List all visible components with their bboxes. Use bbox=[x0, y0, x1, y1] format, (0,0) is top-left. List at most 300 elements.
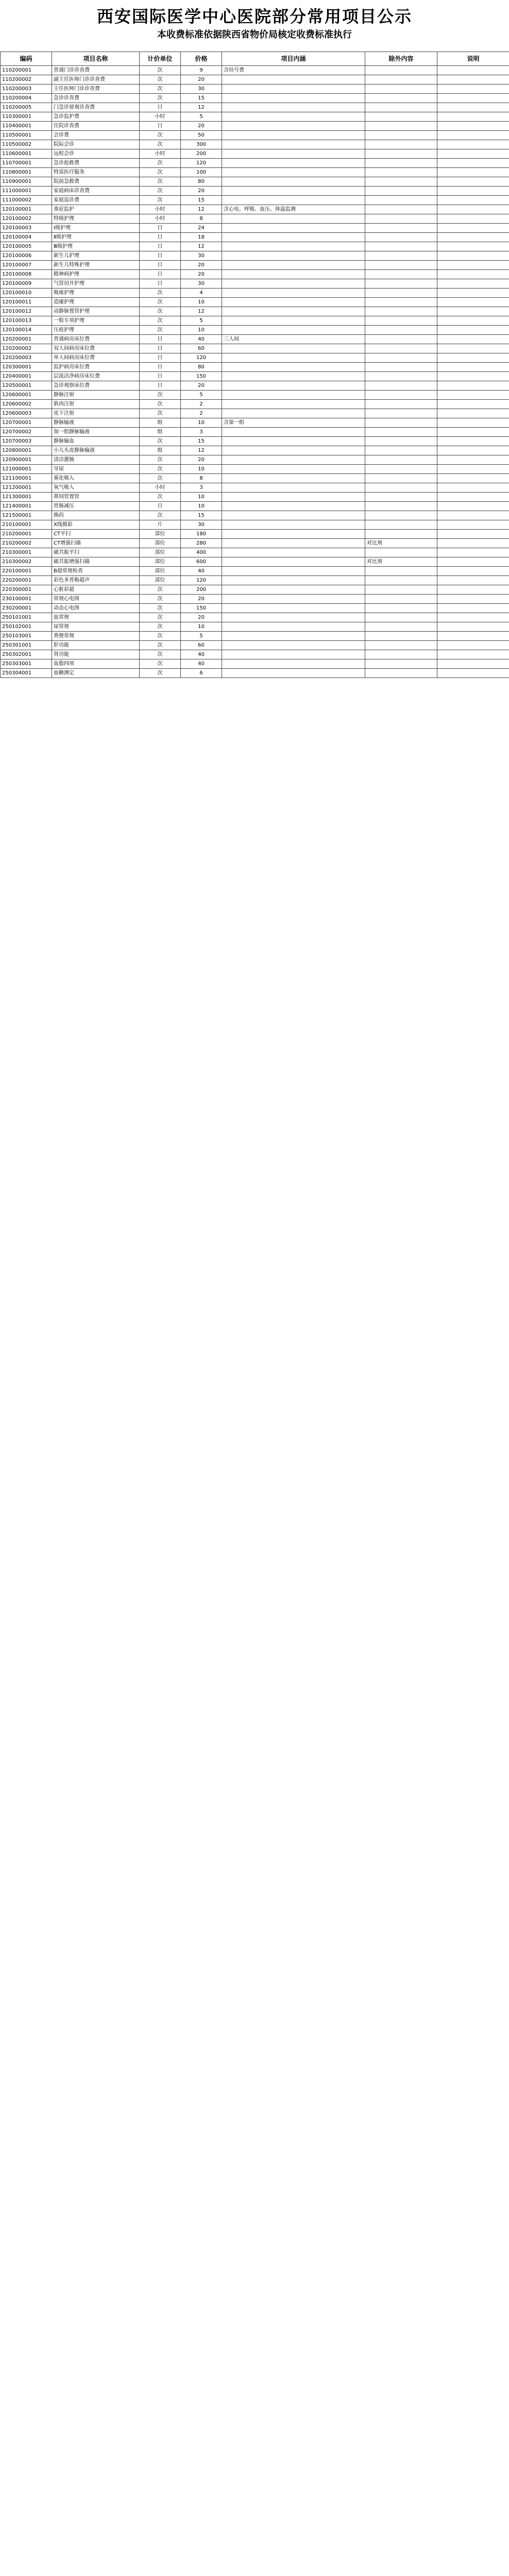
cell-price: 3 bbox=[181, 428, 222, 437]
cell-price: 20 bbox=[181, 595, 222, 604]
cell-price: 20 bbox=[181, 270, 222, 279]
cell-note bbox=[437, 316, 509, 326]
cell-exclusion bbox=[365, 289, 437, 298]
cell-exclusion bbox=[365, 650, 437, 659]
cell-content bbox=[222, 187, 365, 196]
cell-unit: 次 bbox=[140, 659, 181, 669]
cell-note bbox=[437, 632, 509, 641]
cell-content bbox=[222, 455, 365, 465]
cell-content bbox=[222, 650, 365, 659]
cell-price: 15 bbox=[181, 511, 222, 520]
cell-unit: 日 bbox=[140, 335, 181, 344]
cell-exclusion bbox=[365, 159, 437, 168]
cell-item-name: 雾化吸入 bbox=[52, 474, 140, 483]
cell-note bbox=[437, 567, 509, 576]
cell-content bbox=[222, 177, 365, 187]
cell-price: 30 bbox=[181, 279, 222, 289]
cell-code: 120100010 bbox=[1, 289, 52, 298]
cell-note bbox=[437, 279, 509, 289]
cell-price: 10 bbox=[181, 465, 222, 474]
cell-content bbox=[222, 159, 365, 168]
cell-price: 20 bbox=[181, 261, 222, 270]
cell-content bbox=[222, 576, 365, 585]
cell-price: 5 bbox=[181, 112, 222, 122]
cell-code: 210300001 bbox=[1, 548, 52, 557]
table-row bbox=[1, 335, 509, 344]
cell-code: 230100001 bbox=[1, 595, 52, 604]
cell-unit: 次 bbox=[140, 650, 181, 659]
cell-content bbox=[222, 446, 365, 455]
cell-unit: 日 bbox=[140, 270, 181, 279]
cell-content bbox=[222, 261, 365, 270]
table-row bbox=[1, 474, 509, 483]
cell-price: 600 bbox=[181, 557, 222, 567]
cell-exclusion bbox=[365, 242, 437, 251]
cell-code: 110200002 bbox=[1, 75, 52, 84]
cell-exclusion: 对比剂 bbox=[365, 557, 437, 567]
cell-exclusion bbox=[365, 511, 437, 520]
cell-exclusion bbox=[365, 75, 437, 84]
cell-note bbox=[437, 530, 509, 539]
table-row bbox=[1, 428, 509, 437]
cell-content bbox=[222, 140, 365, 149]
table-row bbox=[1, 307, 509, 316]
cell-item-name: 急诊监护费 bbox=[52, 112, 140, 122]
cell-note bbox=[437, 650, 509, 659]
table-row bbox=[1, 381, 509, 391]
cell-item-name: 吸痰护理 bbox=[52, 289, 140, 298]
cell-price: 10 bbox=[181, 502, 222, 511]
page-subtitle: 本收费标准依据陕西省物价局核定收费标准执行 bbox=[157, 29, 352, 40]
cell-note bbox=[437, 242, 509, 251]
cell-code: 120100002 bbox=[1, 214, 52, 224]
table-row bbox=[1, 233, 509, 242]
cell-note bbox=[437, 585, 509, 595]
cell-code: 250301001 bbox=[1, 641, 52, 650]
cell-content bbox=[222, 539, 365, 548]
table-row bbox=[1, 650, 509, 659]
cell-item-name: 换药 bbox=[52, 511, 140, 520]
cell-exclusion bbox=[365, 66, 437, 75]
cell-note bbox=[437, 214, 509, 224]
cell-exclusion bbox=[365, 632, 437, 641]
cell-note bbox=[437, 409, 509, 418]
cell-content bbox=[222, 103, 365, 112]
cell-note bbox=[437, 437, 509, 446]
cell-content: 三人间 bbox=[222, 335, 365, 344]
cell-note bbox=[437, 641, 509, 650]
cell-price: 12 bbox=[181, 205, 222, 214]
header bbox=[0, 0, 509, 52]
cell-unit: 次 bbox=[140, 641, 181, 650]
cell-code: 210300002 bbox=[1, 557, 52, 567]
cell-price: 20 bbox=[181, 613, 222, 622]
cell-unit: 次 bbox=[140, 632, 181, 641]
table-row bbox=[1, 326, 509, 335]
cell-content bbox=[222, 131, 365, 140]
cell-unit: 次 bbox=[140, 400, 181, 409]
cell-item-name: 急诊诊查费 bbox=[52, 94, 140, 103]
cell-note bbox=[437, 103, 509, 112]
cell-content bbox=[222, 298, 365, 307]
cell-note bbox=[437, 483, 509, 493]
cell-note bbox=[437, 112, 509, 122]
cell-code: 110200001 bbox=[1, 66, 52, 75]
cell-unit: 小时 bbox=[140, 483, 181, 493]
cell-note bbox=[437, 446, 509, 455]
cell-exclusion bbox=[365, 465, 437, 474]
cell-item-name: 氧气吸入 bbox=[52, 483, 140, 493]
cell-price: 12 bbox=[181, 307, 222, 316]
cell-content bbox=[222, 557, 365, 567]
table-row bbox=[1, 622, 509, 632]
cell-note bbox=[437, 187, 509, 196]
cell-unit: 次 bbox=[140, 493, 181, 502]
cell-item-name: 鼻饲管置管 bbox=[52, 493, 140, 502]
cell-content bbox=[222, 381, 365, 391]
cell-unit: 次 bbox=[140, 298, 181, 307]
cell-code: 120100001 bbox=[1, 205, 52, 214]
table-row bbox=[1, 84, 509, 94]
cell-content bbox=[222, 168, 365, 177]
cell-exclusion bbox=[365, 622, 437, 632]
cell-unit: 次 bbox=[140, 84, 181, 94]
cell-price: 280 bbox=[181, 539, 222, 548]
cell-code: 120700003 bbox=[1, 437, 52, 446]
cell-code: 120700001 bbox=[1, 418, 52, 428]
table-row bbox=[1, 400, 509, 409]
cell-price: 18 bbox=[181, 233, 222, 242]
cell-code: 111000001 bbox=[1, 187, 52, 196]
cell-exclusion bbox=[365, 428, 437, 437]
cell-code: 120100011 bbox=[1, 298, 52, 307]
cell-item-name: 造瘘护理 bbox=[52, 298, 140, 307]
cell-price: 60 bbox=[181, 344, 222, 353]
cell-item-name: 普通病房床位费 bbox=[52, 335, 140, 344]
cell-item-name: 院际会诊 bbox=[52, 140, 140, 149]
cell-unit: 日 bbox=[140, 251, 181, 261]
cell-exclusion bbox=[365, 409, 437, 418]
cell-exclusion bbox=[365, 474, 437, 483]
cell-content bbox=[222, 307, 365, 316]
cell-content bbox=[222, 511, 365, 520]
cell-price: 2 bbox=[181, 409, 222, 418]
cell-code: 210100001 bbox=[1, 520, 52, 530]
cell-content bbox=[222, 224, 365, 233]
cell-unit: 部位 bbox=[140, 539, 181, 548]
cell-code: 120100007 bbox=[1, 261, 52, 270]
cell-note bbox=[437, 391, 509, 400]
table-row bbox=[1, 409, 509, 418]
cell-content bbox=[222, 196, 365, 205]
cell-note bbox=[437, 140, 509, 149]
fee-table-body bbox=[1, 66, 509, 678]
cell-price: 180 bbox=[181, 530, 222, 539]
cell-item-name: 远程会诊 bbox=[52, 149, 140, 159]
table-row bbox=[1, 641, 509, 650]
cell-note bbox=[437, 270, 509, 279]
cell-item-name: 双人间病房床位费 bbox=[52, 344, 140, 353]
cell-unit: 次 bbox=[140, 669, 181, 678]
cell-item-name: 新生儿特殊护理 bbox=[52, 261, 140, 270]
table-row bbox=[1, 502, 509, 511]
cell-item-name: 尿常规 bbox=[52, 622, 140, 632]
cell-code: 120100013 bbox=[1, 316, 52, 326]
cell-unit: 次 bbox=[140, 307, 181, 316]
cell-item-name: 加一组静脉输液 bbox=[52, 428, 140, 437]
cell-content bbox=[222, 251, 365, 261]
cell-item-name: 肝功能 bbox=[52, 641, 140, 650]
cell-unit: 小时 bbox=[140, 149, 181, 159]
cell-item-name: 静脉输血 bbox=[52, 437, 140, 446]
cell-unit: 次 bbox=[140, 168, 181, 177]
cell-note bbox=[437, 604, 509, 613]
table-row bbox=[1, 112, 509, 122]
table-row bbox=[1, 122, 509, 131]
cell-unit: 部位 bbox=[140, 548, 181, 557]
cell-exclusion bbox=[365, 502, 437, 511]
table-row bbox=[1, 224, 509, 233]
cell-note bbox=[437, 177, 509, 187]
cell-unit: 日 bbox=[140, 372, 181, 381]
table-row bbox=[1, 659, 509, 669]
cell-content bbox=[222, 326, 365, 335]
column-header: 项目内涵 bbox=[222, 52, 365, 66]
cell-content bbox=[222, 595, 365, 604]
cell-price: 20 bbox=[181, 187, 222, 196]
cell-code: 120100006 bbox=[1, 251, 52, 261]
cell-note bbox=[437, 539, 509, 548]
cell-note bbox=[437, 474, 509, 483]
cell-note bbox=[437, 168, 509, 177]
cell-item-name: Ⅲ级护理 bbox=[52, 242, 140, 251]
table-row bbox=[1, 251, 509, 261]
cell-item-name: 静脉输液 bbox=[52, 418, 140, 428]
cell-exclusion bbox=[365, 353, 437, 363]
cell-exclusion bbox=[365, 437, 437, 446]
cell-note bbox=[437, 511, 509, 520]
cell-price: 200 bbox=[181, 149, 222, 159]
cell-note bbox=[437, 548, 509, 557]
cell-item-name: 监护病房床位费 bbox=[52, 363, 140, 372]
cell-price: 100 bbox=[181, 168, 222, 177]
cell-code: 120600003 bbox=[1, 409, 52, 418]
cell-content: 含第一组 bbox=[222, 418, 365, 428]
cell-note bbox=[437, 149, 509, 159]
cell-code: 120200002 bbox=[1, 344, 52, 353]
cell-code: 220200001 bbox=[1, 576, 52, 585]
cell-exclusion: 对比剂 bbox=[365, 539, 437, 548]
cell-unit: 次 bbox=[140, 66, 181, 75]
cell-price: 20 bbox=[181, 75, 222, 84]
cell-exclusion bbox=[365, 131, 437, 140]
cell-item-name: 急诊观察床位费 bbox=[52, 381, 140, 391]
cell-note bbox=[437, 75, 509, 84]
cell-item-name: 导尿 bbox=[52, 465, 140, 474]
cell-exclusion bbox=[365, 270, 437, 279]
cell-item-name: 彩色多普勒超声 bbox=[52, 576, 140, 585]
cell-price: 120 bbox=[181, 576, 222, 585]
cell-unit: 次 bbox=[140, 613, 181, 622]
cell-note bbox=[437, 613, 509, 622]
cell-item-name: 主任医师门诊诊查费 bbox=[52, 84, 140, 94]
cell-note bbox=[437, 502, 509, 511]
cell-exclusion bbox=[365, 363, 437, 372]
cell-unit: 日 bbox=[140, 233, 181, 242]
cell-unit: 次 bbox=[140, 595, 181, 604]
cell-content bbox=[222, 669, 365, 678]
cell-exclusion bbox=[365, 326, 437, 335]
cell-item-name: CT增强扫描 bbox=[52, 539, 140, 548]
cell-content bbox=[222, 122, 365, 131]
cell-code: 121200001 bbox=[1, 483, 52, 493]
cell-content: 含挂号费 bbox=[222, 66, 365, 75]
cell-unit: 日 bbox=[140, 363, 181, 372]
cell-price: 10 bbox=[181, 493, 222, 502]
table-row bbox=[1, 539, 509, 548]
table-row bbox=[1, 548, 509, 557]
cell-item-name: 副主任医师门诊诊查费 bbox=[52, 75, 140, 84]
table-row bbox=[1, 511, 509, 520]
cell-unit: 日 bbox=[140, 502, 181, 511]
cell-content bbox=[222, 613, 365, 622]
cell-price: 5 bbox=[181, 632, 222, 641]
cell-item-name: 院前急救费 bbox=[52, 177, 140, 187]
cell-code: 110500001 bbox=[1, 131, 52, 140]
cell-exclusion bbox=[365, 168, 437, 177]
cell-exclusion bbox=[365, 576, 437, 585]
table-row bbox=[1, 669, 509, 678]
cell-price: 10 bbox=[181, 298, 222, 307]
cell-note bbox=[437, 298, 509, 307]
cell-item-name: 气管切开护理 bbox=[52, 279, 140, 289]
cell-item-name: 血糖测定 bbox=[52, 669, 140, 678]
cell-note bbox=[437, 205, 509, 214]
cell-code: 110300001 bbox=[1, 112, 52, 122]
cell-note bbox=[437, 381, 509, 391]
cell-content bbox=[222, 149, 365, 159]
cell-note bbox=[437, 289, 509, 298]
cell-unit: 日 bbox=[140, 279, 181, 289]
cell-exclusion bbox=[365, 585, 437, 595]
cell-unit: 小时 bbox=[140, 205, 181, 214]
cell-price: 10 bbox=[181, 326, 222, 335]
cell-price: 400 bbox=[181, 548, 222, 557]
cell-code: 250303001 bbox=[1, 659, 52, 669]
column-header: 编码 bbox=[1, 52, 52, 66]
cell-note bbox=[437, 261, 509, 270]
cell-exclusion bbox=[365, 307, 437, 316]
cell-item-name: 粪便常规 bbox=[52, 632, 140, 641]
cell-exclusion bbox=[365, 604, 437, 613]
table-row bbox=[1, 149, 509, 159]
cell-price: 30 bbox=[181, 520, 222, 530]
cell-item-name: 层流洁净病房床位费 bbox=[52, 372, 140, 381]
cell-unit: 次 bbox=[140, 94, 181, 103]
cell-code: 110800001 bbox=[1, 168, 52, 177]
cell-price: 120 bbox=[181, 353, 222, 363]
cell-unit: 日 bbox=[140, 381, 181, 391]
cell-unit: 次 bbox=[140, 604, 181, 613]
cell-exclusion bbox=[365, 659, 437, 669]
cell-content bbox=[222, 530, 365, 539]
cell-exclusion bbox=[365, 233, 437, 242]
cell-note bbox=[437, 122, 509, 131]
cell-code: 250304001 bbox=[1, 669, 52, 678]
cell-item-name: 肌肉注射 bbox=[52, 400, 140, 409]
cell-item-name: 一般专项护理 bbox=[52, 316, 140, 326]
cell-price: 150 bbox=[181, 604, 222, 613]
cell-content bbox=[222, 659, 365, 669]
cell-note bbox=[437, 372, 509, 381]
table-row bbox=[1, 279, 509, 289]
cell-unit: 组 bbox=[140, 418, 181, 428]
cell-price: 30 bbox=[181, 251, 222, 261]
cell-exclusion bbox=[365, 595, 437, 604]
cell-note bbox=[437, 659, 509, 669]
cell-item-name: 特需医疗服务 bbox=[52, 168, 140, 177]
cell-content bbox=[222, 465, 365, 474]
cell-item-name: 静脉注射 bbox=[52, 391, 140, 400]
cell-code: 110600001 bbox=[1, 149, 52, 159]
cell-content bbox=[222, 391, 365, 400]
cell-code: 120100004 bbox=[1, 233, 52, 242]
cell-exclusion bbox=[365, 530, 437, 539]
fee-table bbox=[0, 52, 509, 678]
cell-price: 40 bbox=[181, 567, 222, 576]
cell-exclusion bbox=[365, 224, 437, 233]
table-row bbox=[1, 372, 509, 381]
cell-exclusion bbox=[365, 149, 437, 159]
cell-note bbox=[437, 66, 509, 75]
cell-note bbox=[437, 84, 509, 94]
cell-item-name: 重症监护 bbox=[52, 205, 140, 214]
cell-code: 121400001 bbox=[1, 502, 52, 511]
cell-note bbox=[437, 595, 509, 604]
cell-content bbox=[222, 316, 365, 326]
cell-exclusion bbox=[365, 112, 437, 122]
page-title: 西安国际医学中心医院部分常用项目公示 bbox=[96, 7, 412, 26]
cell-content bbox=[222, 632, 365, 641]
cell-unit: 片 bbox=[140, 520, 181, 530]
cell-item-name: 常规心电图 bbox=[52, 595, 140, 604]
table-row bbox=[1, 75, 509, 84]
table-header-row bbox=[1, 52, 509, 66]
cell-price: 15 bbox=[181, 437, 222, 446]
cell-code: 120500001 bbox=[1, 381, 52, 391]
cell-code: 121000001 bbox=[1, 465, 52, 474]
cell-exclusion bbox=[365, 446, 437, 455]
cell-note bbox=[437, 344, 509, 353]
cell-content bbox=[222, 372, 365, 381]
cell-exclusion bbox=[365, 641, 437, 650]
cell-price: 10 bbox=[181, 418, 222, 428]
cell-unit: 次 bbox=[140, 177, 181, 187]
cell-price: 5 bbox=[181, 391, 222, 400]
cell-item-name: 肾功能 bbox=[52, 650, 140, 659]
cell-code: 120100009 bbox=[1, 279, 52, 289]
cell-code: 110500002 bbox=[1, 140, 52, 149]
cell-code: 120200001 bbox=[1, 335, 52, 344]
table-row bbox=[1, 576, 509, 585]
cell-item-name: B超常规检查 bbox=[52, 567, 140, 576]
cell-item-name: 新生儿护理 bbox=[52, 251, 140, 261]
cell-unit: 次 bbox=[140, 316, 181, 326]
cell-price: 60 bbox=[181, 641, 222, 650]
cell-price: 15 bbox=[181, 196, 222, 205]
cell-note bbox=[437, 400, 509, 409]
cell-note bbox=[437, 576, 509, 585]
